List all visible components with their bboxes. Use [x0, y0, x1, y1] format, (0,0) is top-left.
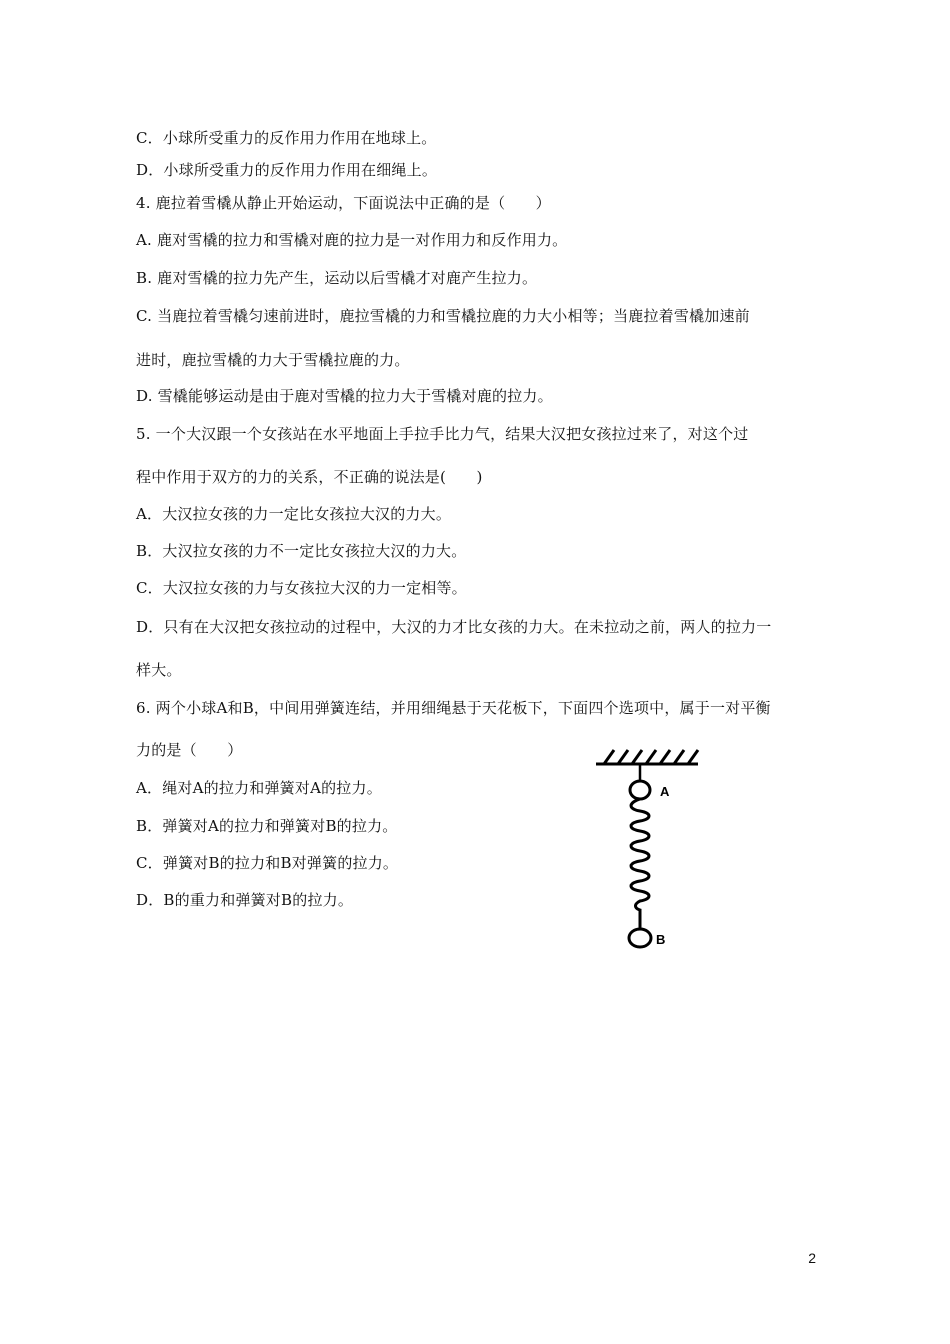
q6-stem-line1: 6. 两个小球A和B，中间用弹簧连结，并用细绳悬于天花板下，下面四个选项中，属于一对平衡: [136, 699, 771, 717]
q3-option-d: D．小球所受重力的反作用力作用在细绳上。: [136, 161, 438, 179]
q4-option-d: D. 雪橇能够运动是由于鹿对雪橇的拉力大于雪橇对鹿的拉力。: [136, 387, 553, 405]
ceiling: [596, 750, 698, 764]
q6-option-a: A．绳对A的拉力和弹簧对A的拉力。: [136, 779, 382, 797]
q5-option-b: B．大汉拉女孩的力不一定比女孩拉大汉的力大。: [136, 542, 467, 560]
q5-option-d-line2: 样大。: [136, 661, 182, 679]
label-a: A: [660, 784, 670, 799]
q6-option-c: C．弹簧对B的拉力和B对弹簧的拉力。: [136, 854, 399, 872]
q6-option-d: D．B的重力和弹簧对B的拉力。: [136, 891, 354, 909]
q4-option-a: A. 鹿对雪橇的拉力和雪橇对鹿的拉力是一对作用力和反作用力。: [136, 231, 568, 249]
ball-b: [629, 929, 651, 947]
q6-option-b: B．弹簧对A的拉力和弹簧对B的拉力。: [136, 817, 398, 835]
q4-option-b: B. 鹿对雪橇的拉力先产生，运动以后雪橇才对鹿产生拉力。: [136, 269, 538, 287]
q4-option-c-line2: 进时，鹿拉雪橇的力大于雪橇拉鹿的力。: [136, 351, 410, 369]
q3-option-c: C．小球所受重力的反作用力作用在地球上。: [136, 129, 437, 147]
q5-option-d-line1: D．只有在大汉把女孩拉动的过程中，大汉的力才比女孩的力大。在未拉动之前，两人的拉力一: [136, 618, 772, 636]
q5-stem-line1: 5. 一个大汉跟一个女孩站在水平地面上手拉手比力气，结果大汉把女孩拉过来了，对这个过: [136, 425, 749, 443]
q5-stem-line2: 程中作用于双方的力的关系，不正确的说法是( ): [136, 468, 483, 486]
label-b: B: [656, 932, 666, 947]
q4-stem: 4. 鹿拉着雪橇从静止开始运动，下面说法中正确的是（ ）: [136, 194, 551, 212]
page-number: 2: [808, 1250, 816, 1266]
q5-option-a: A．大汉拉女孩的力一定比女孩拉大汉的力大。: [136, 505, 452, 523]
ball-a: [630, 781, 650, 799]
q6-stem-line2: 力的是（ ）: [136, 741, 243, 759]
q4-option-c-line1: C. 当鹿拉着雪橇匀速前进时，鹿拉雪橇的力和雪橇拉鹿的力大小相等；当鹿拉着雪橇加速前: [136, 307, 750, 325]
q5-option-c: C．大汉拉女孩的力与女孩拉大汉的力一定相等。: [136, 579, 467, 597]
spring-balls-figure: [590, 748, 720, 958]
spring: [631, 799, 649, 928]
